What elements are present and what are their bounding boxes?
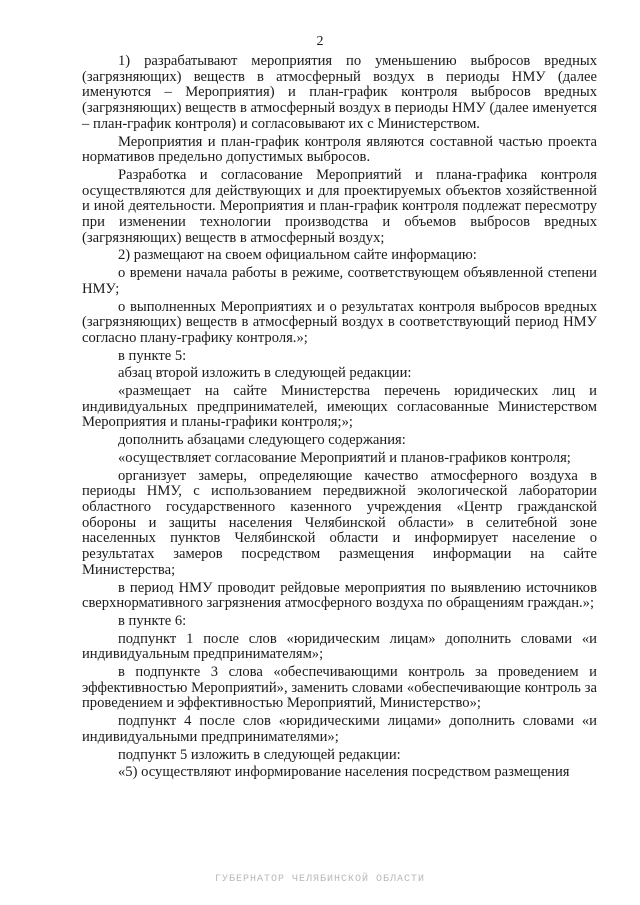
paragraph-15: подпункт 1 после слов «юридическим лицам» дополнить словами «и индивидуальным предпринимателям»;	[82, 630, 597, 663]
paragraph-5: о времени начала работы в режиме, соответствующем объявленной степени НМУ;	[82, 265, 597, 297]
document-body	[82, 54, 597, 781]
paragraph-2: Мероприятия и план-график контроля являются составной частью проекта нормативов предельно допустимых выбросов.	[82, 133, 597, 166]
paragraph-12: организует замеры, определяющие качество атмосферного воздуха в периоды НМУ, с использованием передвижной экологической лаборатории областного государственного казенного учреждения «Центр гражданской обороны и защиты населения Челябинской области» в селитебной зоне населенных пунктов Челябинской области и информирует население о результатах замеров посредством размещения информации на сайте Министерства;	[82, 467, 597, 578]
paragraph-3: Разработка и согласование Мероприятий и плана-графика контроля осуществляются для действующих и для проектируемых объектов хозяйственной и иной деятельности. Мероприятия и план-график контроля подлежат пересмотру при изменении технологии производства и объемов выбросов вредных (загрязняющих) веществ в атмосферный воздух;	[82, 166, 597, 246]
paragraph-14: в пункте 6:	[118, 612, 187, 629]
footer-stamp: ГУБЕРНАТОР ЧЕЛЯБИНСКОЙ ОБЛАСТИ	[214, 874, 426, 885]
paragraph-17: подпункт 4 после слов «юридическими лицами» дополнить словами «и индивидуальными предпринимателями»;	[82, 713, 597, 745]
paragraph-8: абзац второй изложить в следующей редакции:	[118, 365, 412, 382]
paragraph-16: в подпункте 3 слова «обеспечивающими контроль за проведением и эффективностью Мероприятий», заменить словами «обеспечивающие контроль за проведением и эффективностью Мероприятий, Министерство»;	[82, 664, 597, 712]
paragraph-13: в период НМУ проводит рейдовые мероприятия по выявлению источников сверхнормативного загрязнения атмосферного воздуха по обращениям граждан.»;	[82, 579, 597, 612]
paragraph-4: 2) размещают на своем официальном сайте информацию:	[118, 247, 477, 264]
paragraph-6: о выполненных Мероприятиях и о результатах контроля выбросов вредных (загрязняющих) веществ в атмосферный воздух в соответствующий период НМУ согласно плану-графику контроля.»;	[82, 298, 597, 346]
paragraph-19: «5) осуществляют информирование населения посредством размещения	[118, 764, 570, 781]
paragraph-18: подпункт 5 изложить в следующей редакции:	[118, 746, 401, 763]
paragraph-11: «осуществляет согласование Мероприятий и планов-графиков контроля;	[118, 449, 571, 466]
page-number: 2	[316, 34, 324, 49]
paragraph-7: в пункте 5:	[118, 347, 187, 364]
paragraph-9: «размещает на сайте Министерства перечень юридических лиц и индивидуальных предпринимателей, имеющих согласованные Министерством Мероприятия и планы-графики контроля;»;	[82, 383, 597, 431]
paragraph-1: 1) разрабатывают мероприятия по уменьшению выбросов вредных (загрязняющих) веществ в атмосферный воздух в периоды НМУ (далее именуются – Мероприятия) и план-график контроля выбросов вредных (загрязняющих) веществ в атмосферный воздух в периоды НМУ (далее именуется – план-график контроля) и согласовывают их с Министерством.	[82, 53, 597, 132]
paragraph-10: дополнить абзацами следующего содержания:	[118, 432, 406, 449]
